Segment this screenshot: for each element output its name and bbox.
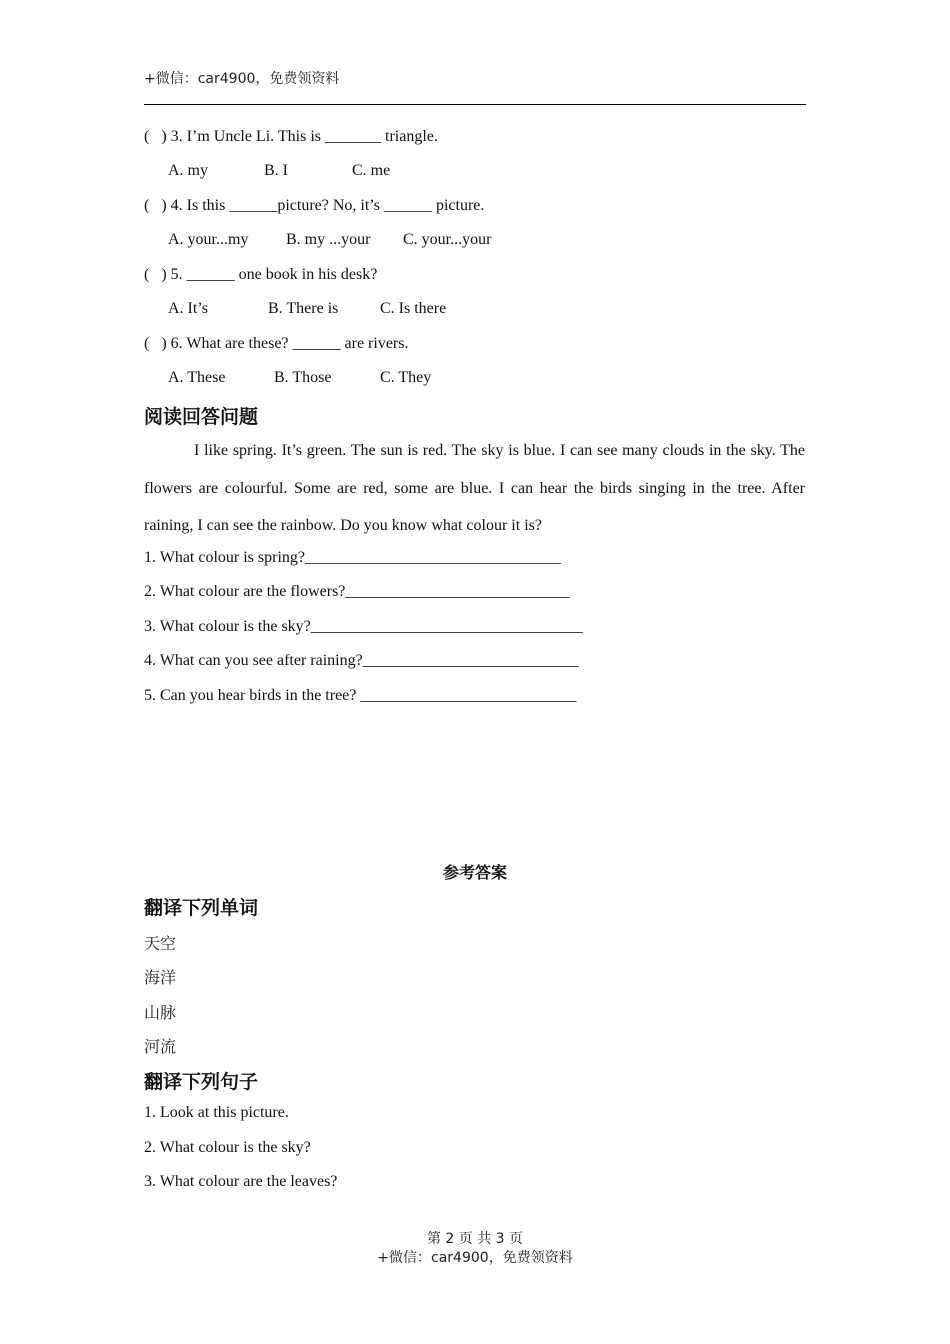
question-4-option-b: B. my ...your xyxy=(286,231,371,248)
answer-key-title: 参考答案 xyxy=(442,863,507,882)
sentence-answer-1: 1. Look at this picture. xyxy=(144,1104,289,1121)
word-answer-2: 海洋 xyxy=(144,968,177,987)
sentence-answer-3: 3. What colour are the leaves? xyxy=(144,1173,338,1190)
question-6-option-b: B. Those xyxy=(274,369,332,386)
question-4-option-c: C. your...your xyxy=(403,231,492,248)
footer-note: +微信：car4900，免费领资料 xyxy=(377,1250,573,1266)
question-5-option-a: A. It’s xyxy=(168,300,208,317)
reading-question-4: 4. What can you see after raining?___________________________ xyxy=(144,652,579,669)
reading-question-5: 5. Can you hear birds in the tree? ___________________________ xyxy=(144,687,577,704)
question-3-stem: ( ) 3. I’m Uncle Li. This is _______ triangle. xyxy=(144,128,438,145)
question-5-option-c: C. Is there xyxy=(380,300,447,317)
words-section-heading: 翻译下列单词 xyxy=(144,897,259,919)
question-6-option-a: A. These xyxy=(168,369,226,386)
header-divider xyxy=(144,104,806,105)
question-6-option-c: C. They xyxy=(380,369,432,386)
question-3-option-b: B. I xyxy=(264,162,288,179)
sentence-answer-2: 2. What colour is the sky? xyxy=(144,1139,311,1156)
reading-passage: I like spring. It’s green. The sun is red. The sky is blue. I can see many clouds in the sky. The flowers are colourful. Some are red, some are blue. I can hear the birds singing in the tree. After raining, I can see the rainbow. Do you know what colour it is? xyxy=(144,442,805,534)
reading-question-3: 3. What colour is the sky?__________________________________ xyxy=(144,618,583,635)
question-4-stem: ( ) 4. Is this ______picture? No, it’s ______ picture. xyxy=(144,197,485,214)
question-6-stem: ( ) 6. What are these? ______ are rivers. xyxy=(144,335,409,352)
question-3-option-c: C. me xyxy=(352,162,391,179)
reading-question-1: 1. What colour is spring?________________________________ xyxy=(144,549,562,566)
question-4-option-a: A. your...my xyxy=(168,231,249,248)
reading-question-2: 2. What colour are the flowers?____________________________ xyxy=(144,583,570,600)
page-number: 第 2 页 共 3 页 xyxy=(426,1231,524,1247)
word-answer-1: 天空 xyxy=(144,934,177,953)
header-note: +微信：car4900，免费领资料 xyxy=(144,71,340,87)
reading-heading: 阅读回答问题 xyxy=(144,406,259,428)
word-answer-3: 山脉 xyxy=(144,1003,177,1022)
question-5-option-b: B. There is xyxy=(268,300,339,317)
sentences-section-heading: 翻译下列句子 xyxy=(144,1071,259,1093)
question-3-option-a: A. my xyxy=(168,162,208,179)
word-answer-4: 河流 xyxy=(144,1037,177,1056)
question-5-stem: ( ) 5. ______ one book in his desk? xyxy=(144,266,378,283)
